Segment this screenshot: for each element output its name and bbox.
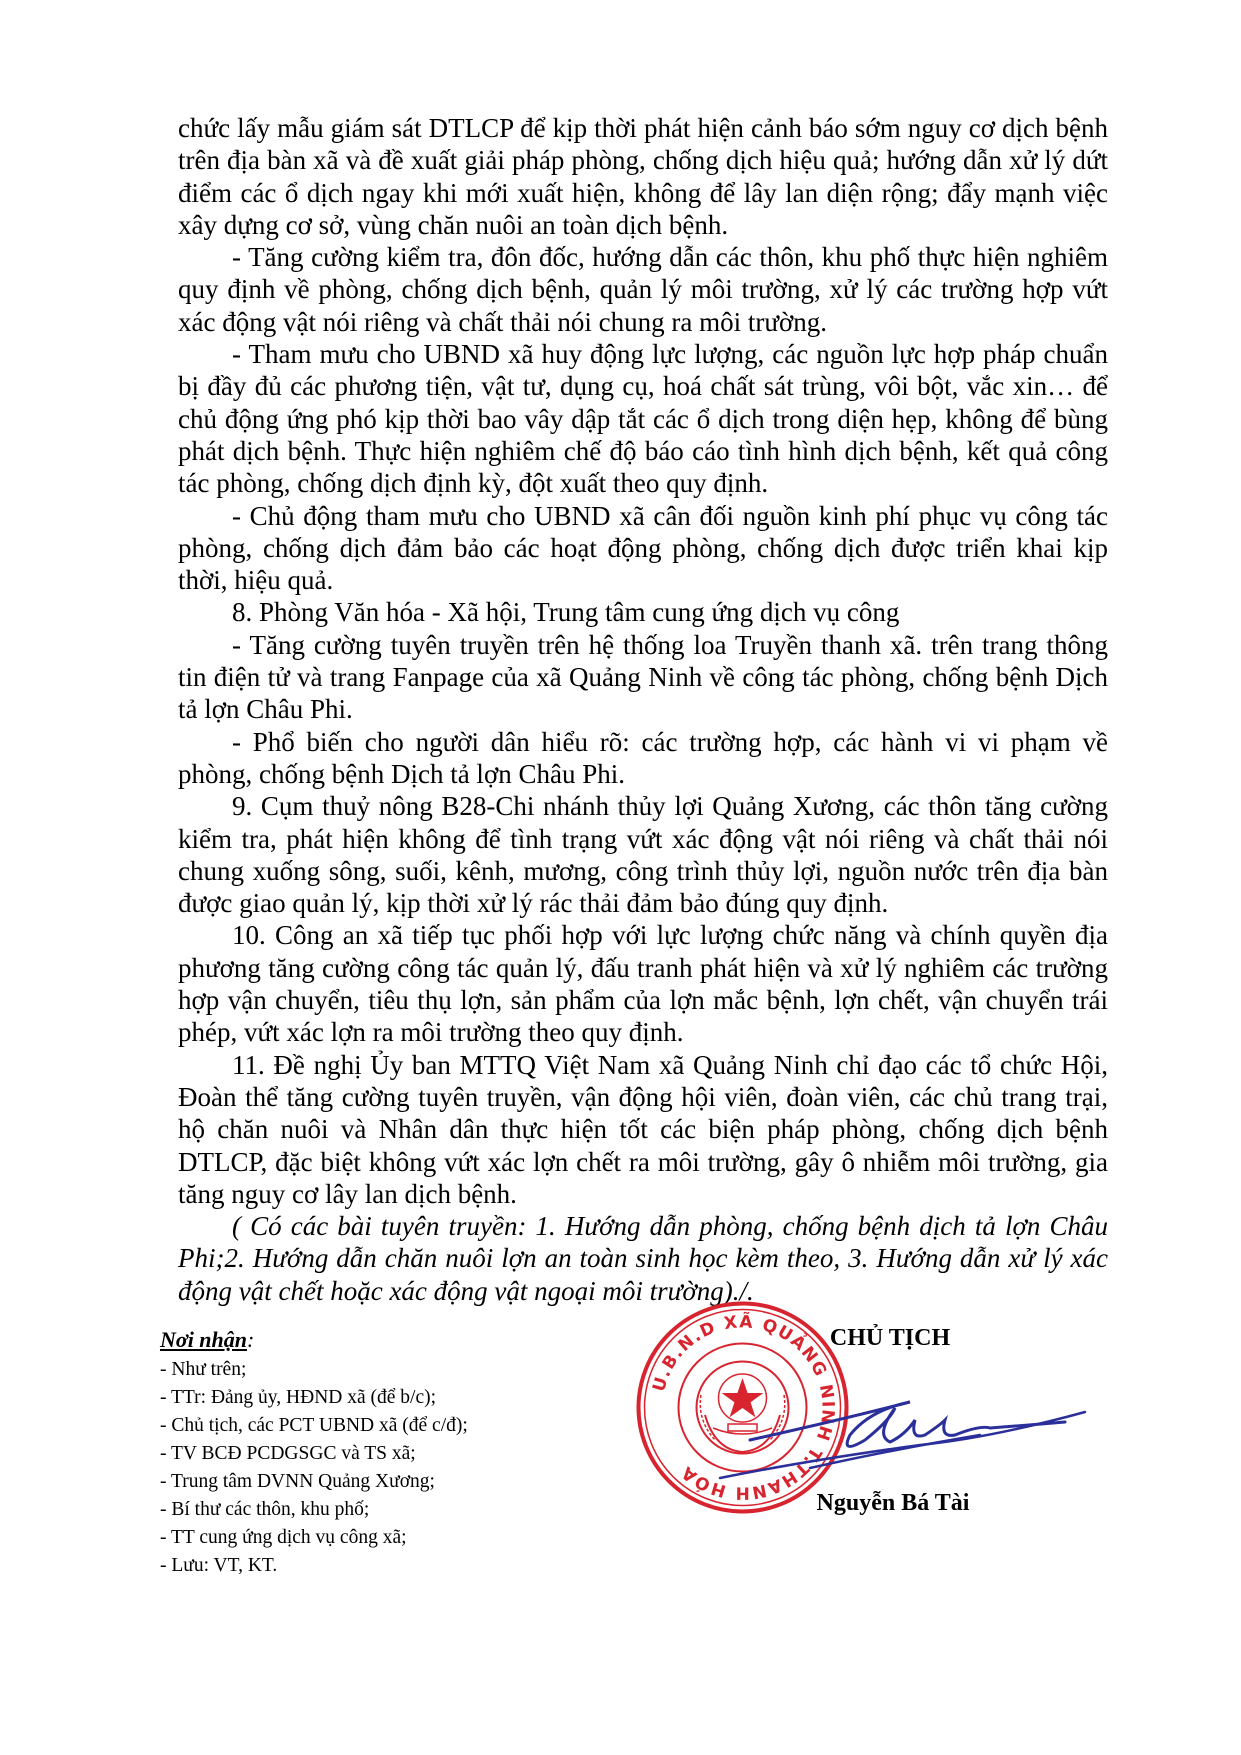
recipient-item: - Như trên;: [160, 1359, 247, 1380]
body-paragraph-6: - Tăng cường tuyên truyền trên hệ thống loa Truyền thanh xã. trên trang thông tin điện tử và trang Fanpage của xã Quảng Ninh về công tác phòng, chống bệnh Dịch tả lợn Châu Phi.: [178, 629, 1108, 725]
body-paragraph-7: - Phổ biến cho người dân hiểu rõ: các trường hợp, các hành vi vi phạm về phòng, chống bệnh Dịch tả lợn Châu Phi.: [178, 726, 1108, 789]
signer-name: Nguyễn Bá Tài: [816, 1490, 970, 1516]
signer-title: CHỦ TỊCH: [829, 1325, 951, 1351]
document-body: [178, 112, 1108, 1307]
handwritten-signature: [690, 1380, 1090, 1490]
section-8-heading: 8. Phòng Văn hóa - Xã hội, Trung tâm cung ứng dịch vụ công: [232, 597, 900, 628]
recipients-block: [160, 1326, 660, 1580]
recipient-item: - Lưu: VT, KT.: [160, 1555, 278, 1576]
recipient-item: - Trung tâm DVNN Quảng Xương;: [160, 1471, 435, 1492]
body-paragraph-3: - Tham mưu cho UBND xã huy động lực lượng, các nguồn lực hợp pháp chuẩn bị đầy đủ các phương tiện, vật tư, dụng cụ, hoá chất sát trùng, vôi bột, vắc xin… để chủ động ứng phó kịp thời bao vây dập tắt các ổ dịch trong diện hẹp, không để bùng phát dịch bệnh. Thực hiện nghiêm chế độ báo cáo tình hình dịch bệnh, kết quả công tác phòng, chống dịch định kỳ, đột xuất theo quy định.: [178, 339, 1108, 499]
seal-ring-text: U.B.N.D XÃ QUẢNG NINH T.THANH HÓA: [649, 1312, 838, 1503]
recipient-item: - Chủ tịch, các PCT UBND xã (để c/đ);: [160, 1415, 468, 1436]
recipients-heading-line: [160, 1326, 660, 1356]
recipients-heading: Nơi nhận: [160, 1327, 248, 1352]
section-10-paragraph: 10. Công an xã tiếp tục phối hợp với lực lượng chức năng và chính quyền địa phương tăng cường công tác quản lý, đấu tranh phát hiện và xử lý nghiêm các trường hợp vận chuyển, tiêu thụ lợn, sản phẩm của lợn mắc bệnh, lợn chết, vận chuyển trái phép, vứt xác lợn ra môi trường theo quy định.: [178, 920, 1108, 1048]
body-paragraph-2: - Tăng cường kiểm tra, đôn đốc, hướng dẫn các thôn, khu phố thực hiện nghiêm quy định về phòng, chống dịch bệnh, quản lý môi trường, xử lý các trường hợp vứt xác động vật nói riêng và chất thải nói chung ra môi trường.: [178, 242, 1108, 337]
recipient-item: - TV BCĐ PCDGSGC và TS xã;: [160, 1443, 416, 1464]
recipient-item: - Bí thư các thôn, khu phố;: [160, 1499, 370, 1520]
section-9-paragraph: 9. Cụm thuỷ nông B28-Chi nhánh thủy lợi Quảng Xương, các thôn tăng cường kiểm tra, phát hiện không để tình trạng vứt xác động vật nói riêng và chất thải nói chung xuống sông, suối, kênh, mương, công trình thủy lợi, nguồn nước trên địa bàn được giao quản lý, kịp thời xử lý rác thải đảm bảo đúng quy định.: [178, 791, 1108, 919]
body-paragraph-1: chức lấy mẫu giám sát DTLCP để kịp thời phát hiện cảnh báo sớm nguy cơ dịch bệnh trên địa bàn xã và đề xuất giải pháp phòng, chống dịch hiệu quả; hướng dẫn xử lý dứt điểm các ổ dịch ngay khi mới xuất hiện, không để lây lan diện rộng; đẩy mạnh việc xây dựng cơ sở, vùng chăn nuôi an toàn dịch bệnh.: [178, 113, 1108, 240]
recipient-item: - TTr: Đảng ủy, HĐND xã (để b/c);: [160, 1387, 437, 1408]
body-paragraph-4: - Chủ động tham mưu cho UBND xã cân đối nguồn kinh phí phục vụ công tác phòng, chống dịch đảm bảo các hoạt động phòng, chống dịch được triển khai kịp thời, hiệu quả.: [178, 500, 1108, 596]
recipient-item: - TT cung ứng dịch vụ công xã;: [160, 1527, 407, 1548]
section-11-paragraph: 11. Đề nghị Ủy ban MTTQ Việt Nam xã Quảng Ninh chỉ đạo các tổ chức Hội, Đoàn thể tăng cường tuyên truyền, vận động hội viên, đoàn viên, các chủ trang trại, hộ chăn nuôi và Nhân dân thực hiện tốt các biện pháp phòng, chống dịch bệnh DTLCP, đặc biệt không vứt xác lợn chết ra môi trường, gây ô nhiễm môi trường, gia tăng nguy cơ lây lan dịch bệnh.: [178, 1049, 1108, 1209]
attachment-note: ( Có các bài tuyên truyền: 1. Hướng dẫn phòng, chống bệnh dịch tả lợn Châu Phi;2. Hướng dẫn chăn nuôi lợn an toàn sinh học kèm theo, 3. Hướng dẫn xử lý xác động vật chết hoặc xác động vật ngoại môi trường)./.: [178, 1211, 1108, 1306]
recipients-colon: :: [247, 1327, 255, 1352]
